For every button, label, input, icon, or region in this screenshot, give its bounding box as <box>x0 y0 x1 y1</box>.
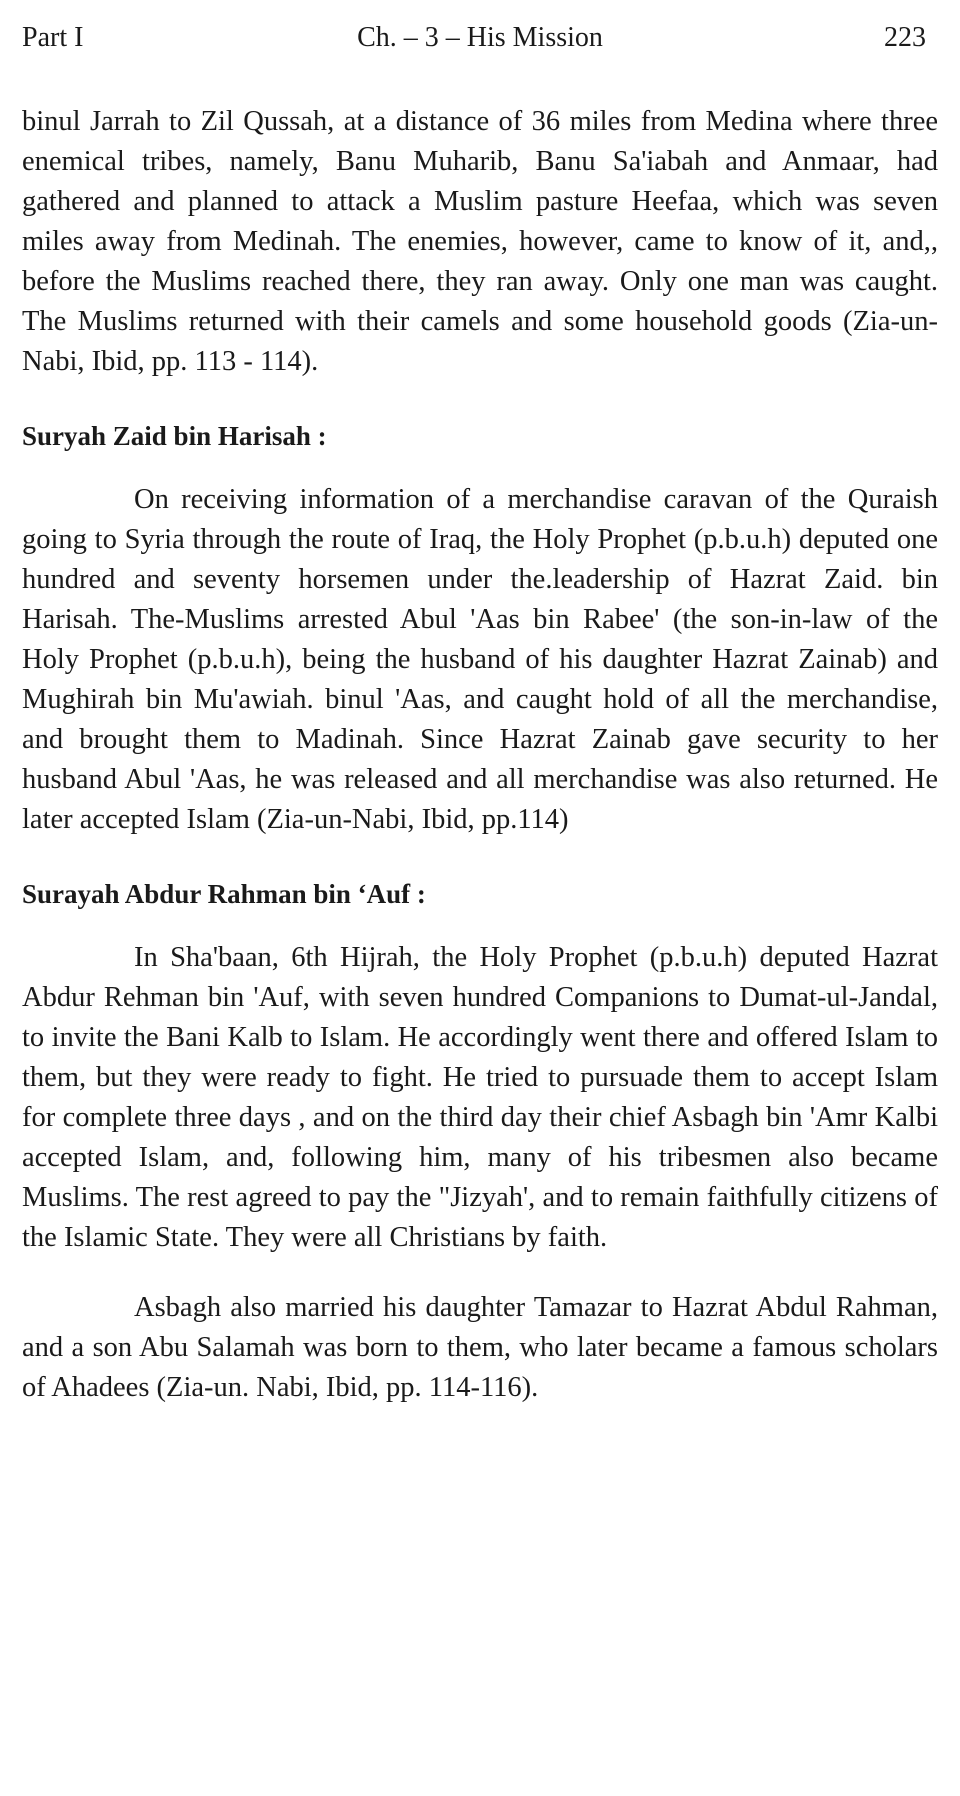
body-text <box>22 102 938 1408</box>
paragraph-2: On receiving information of a merchandise caravan of the Quraish going to Syria through the route of Iraq, the Holy Prophet (p.b.u.h) deputed one hundred and seventy horsemen under the.leadership of Hazrat Zaid. bin Harisah. The-Muslims arrested Abul 'Aas bin Rabee' (the son-in-law of the Holy Prophet (p.b.u.h), being the husband of his daughter Hazrat Zainab) and Mughirah bin Mu'awiah. binul 'Aas, and caught hold of all the merchandise, and brought them to Madinah. Since Hazrat Zainab gave security to her husband Abul 'Aas, he was released and all merchandise was also returned. He later accepted Islam (Zia-un-Nabi, Ibid, pp.114) <box>22 484 938 835</box>
paragraph-1: binul Jarrah to Zil Qussah, at a distance of 36 miles from Medina where three enemical tribes, namely, Banu Muharib, Banu Sa'iabah and Anmaar, had gathered and planned to attack a Muslim pasture Heefaa, which was seven miles away from Medinah. The enemies, however, came to know of it, and,, before the Muslims reached there, they ran away. Only one man was caught. The Muslims returned with their camels and some household goods (Zia-un-Nabi, Ibid, pp. 113 - 114). <box>22 106 938 377</box>
book-page <box>22 18 938 1408</box>
paragraph-4: Asbagh also married his daughter Tamazar to Hazrat Abdul Rahman, and a son Abu Salamah was born to them, who later became a famous scholars of Ahadees (Zia-un. Nabi, Ibid, pp. 114-116). <box>22 1292 938 1403</box>
paragraph-3: In Sha'baan, 6th Hijrah, the Holy Prophet (p.b.u.h) deputed Hazrat Abdur Rehman bin 'Auf, with seven hundred Companions to Dumat-ul-Jandal, to invite the Bani Kalb to Islam. He accordingly went there and offered Islam to them, but they were ready to fight. He tried to pursuade them to accept Islam for complete three days , and on the third day their chief Asbagh bin 'Amr Kalbi accepted Islam, and, following him, many of his tribesmen also became Muslims. The rest agreed to pay the "Jizyah', and to remain faithfully citizens of the Islamic State. They were all Christians by faith. <box>22 942 938 1253</box>
running-header <box>22 18 938 58</box>
chapter-title: Ch. – 3 – His Mission <box>357 22 603 53</box>
section-heading-zaid: Suryah Zaid bin Harisah : <box>22 421 327 451</box>
page-number: 223 <box>884 22 926 53</box>
section-heading-abdur-rahman: Surayah Abdur Rahman bin ‘Auf : <box>22 879 426 909</box>
part-label: Part I <box>22 22 84 53</box>
